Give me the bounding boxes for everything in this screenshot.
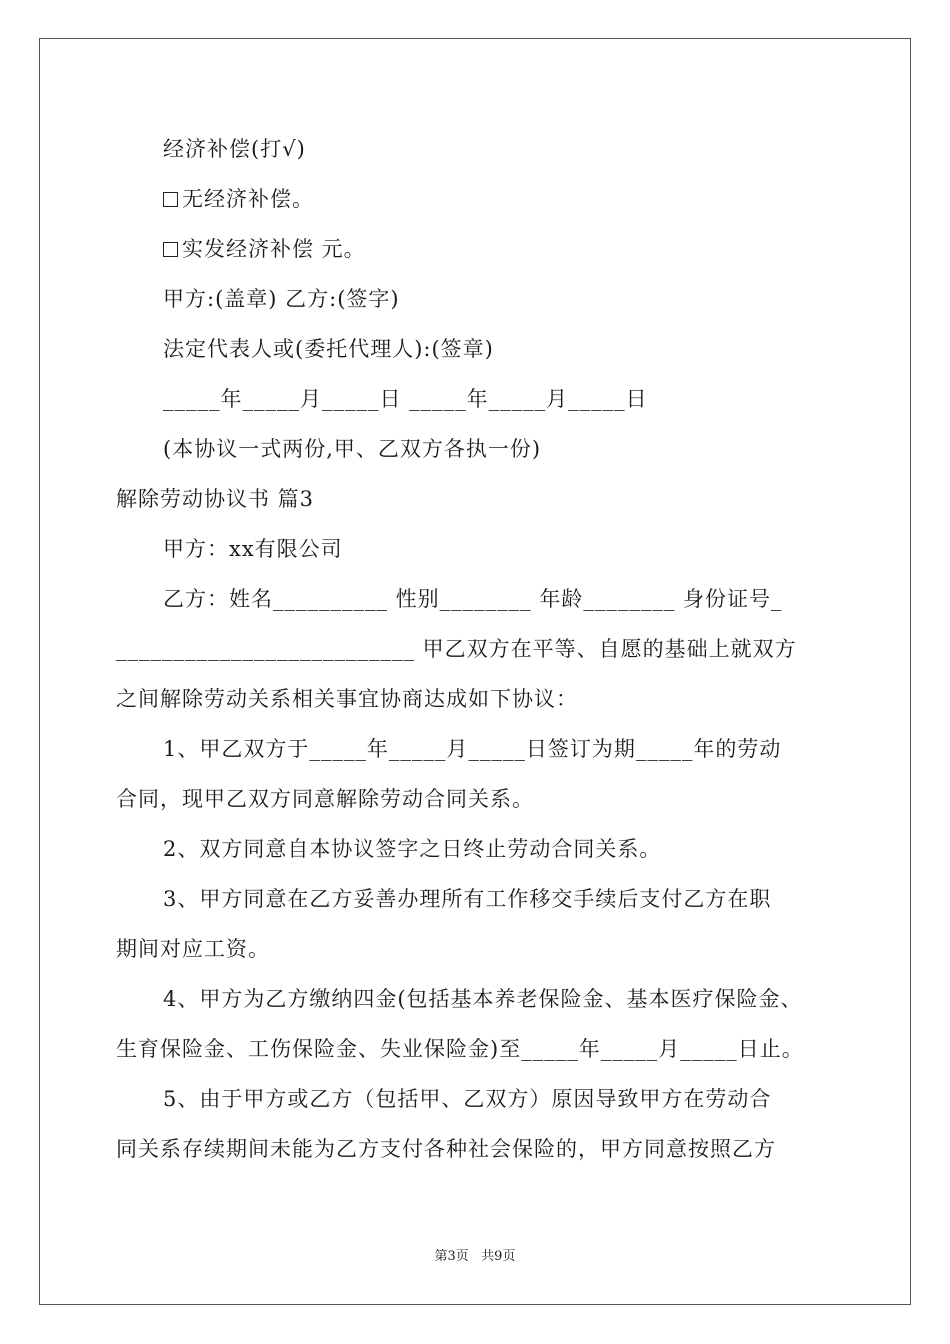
option-no-compensation-label: 无经济补偿。 [182, 187, 314, 211]
party-b-info: 乙方：姓名__________ 性别________ 年龄________ 身份证号_ [163, 587, 783, 611]
clause-4: 4、甲方为乙方缴纳四金(包括基本养老保险金、基本医疗保险金、 [163, 987, 803, 1011]
section-title: 解除劳动协议书 篇3 [116, 487, 315, 511]
legal-representative: 法定代表人或(委托代理人):(签章) [163, 337, 494, 361]
party-a: 甲方：xx有限公司 [163, 537, 343, 561]
option-no-compensation [163, 185, 314, 213]
clause-3: 3、甲方同意在乙方妥善办理所有工作移交手续后支付乙方在职 [163, 887, 772, 911]
option-actual-compensation [163, 235, 366, 263]
clause-1: 1、甲乙双方于_____年_____月_____日签订为期_____年的劳动 [163, 737, 782, 761]
paragraph-line: __________________________ 甲乙双方在平等、自愿的基础上就双方 [116, 637, 797, 661]
option-actual-compensation-label: 实发经济补偿 元。 [182, 237, 366, 261]
page-footer: 第3页 共9页 [434, 1249, 516, 1264]
signature-parties: 甲方:(盖章) 乙方:(签字) [163, 287, 400, 311]
checkbox-no-compensation[interactable] [163, 192, 178, 207]
checkbox-actual-compensation[interactable] [163, 242, 178, 257]
page-border [39, 38, 911, 1305]
clause-2: 2、双方同意自本协议签字之日终止劳动合同关系。 [163, 837, 662, 861]
clause-3-cont: 期间对应工资。 [116, 937, 270, 961]
clause-4-cont: 生育保险金、工伤保险金、失业保险金)至_____年_____月_____日止。 [116, 1037, 804, 1061]
clause-5-cont: 同关系存续期间未能为乙方支付各种社会保险的，甲方同意按照乙方 [116, 1137, 776, 1161]
clause-5: 5、由于甲方或乙方（包括甲、乙双方）原因导致甲方在劳动合 [163, 1087, 772, 1111]
signature-dates: _____年_____月_____日 _____年_____月_____日 [163, 387, 648, 411]
paragraph-line: 之间解除劳动关系相关事宜协商达成如下协议： [116, 687, 578, 711]
compensation-heading: 经济补偿(打√) [163, 137, 306, 161]
clause-1-cont: 合同，现甲乙双方同意解除劳动合同关系。 [116, 787, 534, 811]
copies-note: (本协议一式两份,甲、乙双方各执一份) [163, 437, 542, 461]
